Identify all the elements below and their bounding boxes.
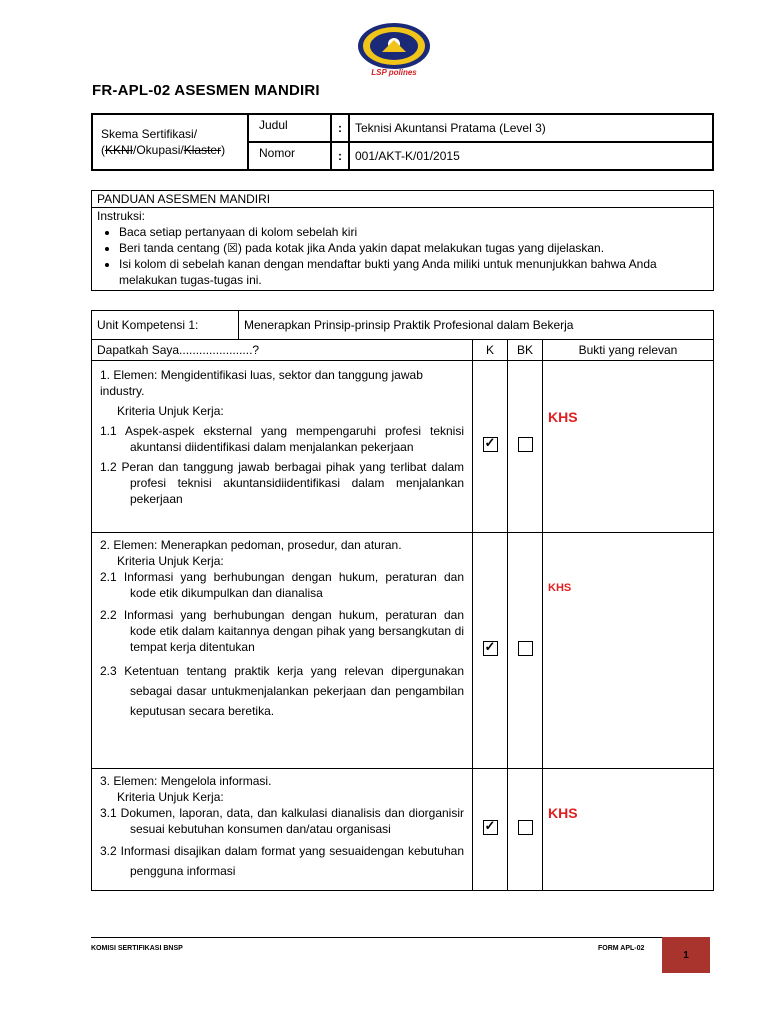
col-k-header: K — [473, 340, 508, 361]
nomor-value: 001/AKT-K/01/2015 — [349, 142, 713, 170]
footer-rule — [91, 937, 681, 938]
bk-cell — [508, 361, 543, 533]
bk-cell — [508, 533, 543, 769]
kuk-item: 3.2 Informasi disajikan dalam format yang sesuaidengan kebutuhan pengguna informasi — [100, 844, 464, 878]
judul-value: Teknisi Akuntansi Pratama (Level 3) — [349, 114, 713, 142]
evidence-text: KHS — [548, 582, 572, 594]
colon: : — [331, 142, 349, 170]
scheme-label: Skema Sertifikasi/ (KKNI/Okupasi/Klaster) — [92, 114, 248, 170]
instruction-item: • Isi kolom di sebelah kanan dengan mendaftar bukti yang Anda miliki untuk menunjukkan bahwa Anda melakukan tugas-tugas ini. — [119, 256, 708, 288]
k-checkbox[interactable] — [483, 437, 498, 452]
k-cell — [473, 533, 508, 769]
evidence-text: KHS — [548, 409, 578, 425]
element-cell — [92, 769, 473, 891]
bk-cell — [508, 769, 543, 891]
bk-checkbox[interactable] — [518, 820, 533, 835]
kuk-item: 1.1 Aspek-aspek eksternal yang mempengaruhi profesi teknisi akuntansi diidentifikasi dalam menjalankan pekerjaan — [100, 424, 464, 454]
element-cell — [92, 533, 473, 769]
footer-right-text: FORM APL-02 — [598, 945, 645, 952]
page-number: 1 — [662, 937, 710, 973]
kuk-item: 2.1 Informasi yang berhubungan dengan hukum, peraturan dan kode etik dikumpulkan dan dianalisa — [100, 570, 464, 600]
kuk-item: 1.2 Peran dan tanggung jawab berbagai pihak yang terlibat dalam profesi teknisi akuntansidiidentifikasi dalam menjalankan pekerjaan — [100, 460, 464, 506]
unit-value: Menerapkan Prinsip-prinsip Praktik Profesional dalam Bekerja — [239, 311, 714, 340]
kuk-item: 2.2 Informasi yang berhubungan dengan hukum, peraturan dan kode etik dalam kaitannya dengan pihak yang bersangkutan di tempat kerja ditentukan — [100, 608, 464, 654]
element-heading: 2. Elemen: Menerapkan pedoman, prosedur, dan aturan. — [100, 538, 402, 552]
unit-label: Unit Kompetensi 1: — [92, 311, 239, 340]
kuk-item: 3.1 Dokumen, laporan, data, dan kalkulasi dianalisis dan diorganisir sesuai kebutuhan konsumen dan/atau organisasi — [100, 806, 464, 836]
evidence-text: KHS — [548, 805, 578, 821]
kuk-label: Kriteria Unjuk Kerja: — [117, 554, 224, 568]
element-heading: 3. Elemen: Mengelola informasi. — [100, 774, 272, 788]
unit-table — [91, 310, 714, 891]
col-bk-header: BK — [508, 340, 543, 361]
instruction-list — [97, 224, 708, 288]
k-cell — [473, 361, 508, 533]
kuk-label: Kriteria Unjuk Kerja: — [117, 790, 224, 804]
scheme-table — [91, 113, 714, 171]
guide-table — [91, 190, 714, 291]
page-title: FR-APL-02 ASESMEN MANDIRI — [92, 82, 320, 99]
element-cell — [92, 361, 473, 533]
guide-heading: PANDUAN ASESMEN MANDIRI — [92, 191, 714, 208]
instruction-item: • Baca setiap pertanyaan di kolom sebelah kiri — [119, 224, 708, 240]
nomor-label: Nomor — [248, 142, 331, 170]
element-heading: 1. Elemen: Mengidentifikasi luas, sektor dan tanggung jawab industry. — [100, 368, 423, 398]
k-checkbox[interactable] — [483, 641, 498, 656]
instruction-label: Instruksi: — [97, 209, 146, 223]
k-checkbox[interactable] — [483, 820, 498, 835]
lsp-polines-logo — [356, 22, 432, 78]
instruction-item: • Beri tanda centang (☒) pada kotak jika Anda yakin dapat melakukan tugas yang dijelaskan. — [119, 240, 708, 256]
kuk-label: Kriteria Unjuk Kerja: — [117, 404, 224, 418]
k-cell — [473, 769, 508, 891]
bk-checkbox[interactable] — [518, 437, 533, 452]
kuk-item: 2.3 Ketentuan tentang praktik kerja yang relevan dipergunakan sebagai dasar untukmenjalankan pekerjaan dan pengambilan keputusan secara beretika. — [100, 664, 464, 718]
judul-label: Judul — [248, 114, 331, 142]
colon: : — [331, 114, 349, 142]
question-label: Dapatkah Saya......................? — [92, 340, 473, 361]
bk-checkbox[interactable] — [518, 641, 533, 656]
col-evidence-header: Bukti yang relevan — [543, 340, 714, 361]
svg-text:LSP polines: LSP polines — [371, 68, 417, 77]
footer-left-text: KOMISI SERTIFIKASI BNSP — [91, 945, 183, 952]
